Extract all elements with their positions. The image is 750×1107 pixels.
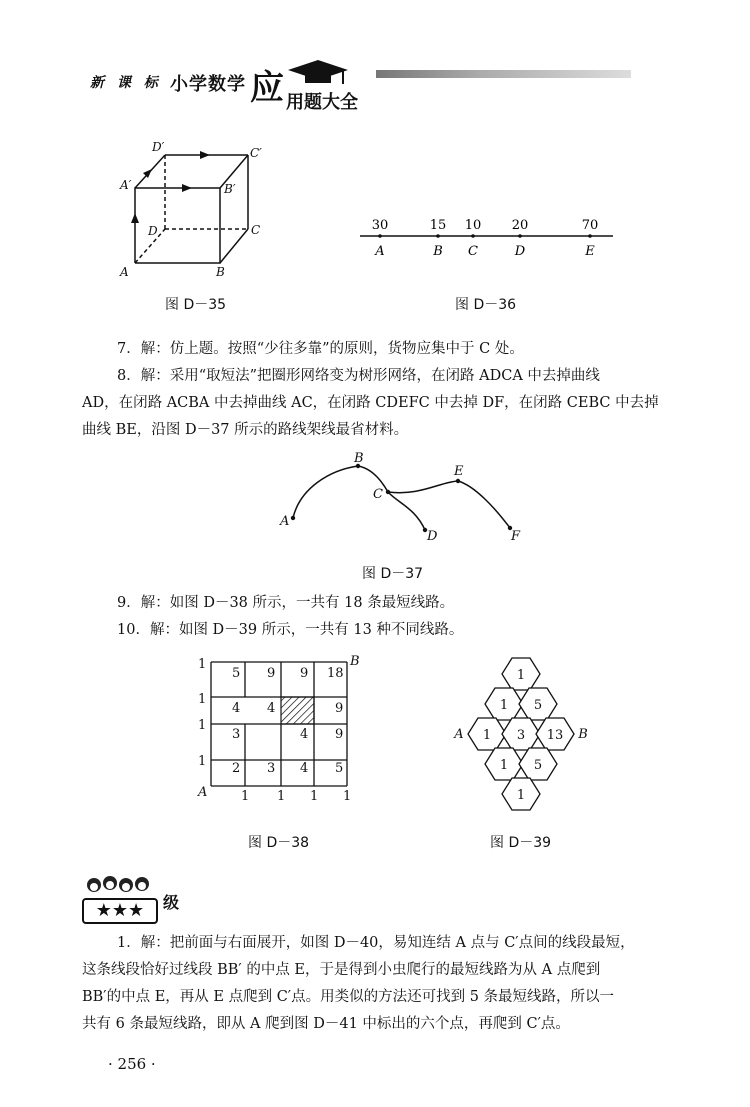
figure-d37-network (270, 448, 540, 548)
solution-9-10 (82, 590, 712, 644)
header-series: 新 课 标 (90, 75, 162, 91)
header-subject: 小学数学 (170, 74, 246, 95)
graduation-cap-icon (283, 58, 353, 86)
solution-9: 9．解：如图 D－38 所示，一共有 18 条最短线路。 (117, 595, 455, 611)
d38-cell: 4 (300, 727, 309, 742)
solution-1 (82, 930, 712, 1038)
children-heads-icon (84, 874, 154, 896)
d36-point-label: C (468, 244, 478, 259)
figure-d38-grid (190, 650, 370, 805)
d39-cell: 1 (499, 758, 509, 773)
d36-point-value: 70 (581, 218, 599, 233)
caption-d39: 图 D－39 (490, 835, 552, 851)
d39-cell: 5 (533, 698, 543, 713)
d38-cell: 4 (300, 761, 309, 776)
figure-d39-hexagons (450, 652, 600, 817)
d38-cell: 9 (300, 666, 309, 681)
solution-8-line2: AD，在闭路 ACBA 中去掉曲线 AC，在闭路 CDEFC 中去掉 DF，在闭路 CEBC 中去掉 (82, 395, 659, 411)
d35-label-C1: C′ (250, 146, 262, 160)
d36-point-marker (436, 234, 440, 238)
d39-cell: 5 (533, 758, 543, 773)
d38-cell: 5 (335, 761, 344, 776)
d39-cell: 1 (516, 668, 526, 683)
d38-bottom-one: 1 (241, 789, 250, 804)
solution-1-line2: 这条线段恰好过线段 BB′ 的中点 E，于是得到小虫爬行的最短线路为从 A 点爬到 (82, 962, 601, 978)
d38-bottom-one: 1 (310, 789, 319, 804)
d38-left-one: 1 (198, 657, 207, 672)
caption-d37: 图 D－37 (362, 566, 424, 582)
d38-label-B: B (350, 654, 360, 669)
d37-label-B: B (354, 451, 364, 466)
caption-d36: 图 D－36 (455, 297, 517, 313)
d35-label-D: D (148, 224, 158, 238)
d39-label-A: A (454, 727, 464, 742)
d35-label-C: C (251, 223, 261, 237)
d39-cell: 3 (516, 728, 526, 743)
d38-cell: 9 (335, 727, 344, 742)
d38-cell: 3 (232, 727, 241, 742)
d36-point-value: 15 (429, 218, 447, 233)
solution-1-line3: BB′的中点 E，再从 E 点爬到 C′点。用类似的方法还可找到 5 条最短线路，所以一 (82, 989, 615, 1005)
solution-7-8 (82, 336, 712, 444)
d37-label-C: C (373, 487, 383, 502)
d36-point-marker (518, 234, 522, 238)
d35-label-D1: D′ (152, 140, 165, 154)
d38-cell: 5 (232, 666, 241, 681)
caption-d35: 图 D－35 (165, 297, 227, 313)
d36-point-value: 20 (511, 218, 529, 233)
d37-label-D: D (427, 529, 438, 544)
d37-label-E: E (454, 464, 464, 479)
d38-bottom-one: 1 (343, 789, 352, 804)
d39-cell: 1 (516, 788, 526, 803)
d35-label-A1: A′ (120, 178, 132, 192)
d38-cell: 4 (267, 701, 276, 716)
d39-label-B: B (578, 727, 588, 742)
d35-label-A: A (120, 265, 129, 279)
solution-1-line1: 1．解：把前面与右面展开，如图 D－40，易知连结 A 点与 C′点间的线段最短， (117, 935, 635, 951)
d39-cell: 1 (499, 698, 509, 713)
d39-cell: 1 (482, 728, 492, 743)
header-big-char: 应 (250, 68, 284, 108)
figure-d35-cube (110, 135, 270, 285)
d37-label-F: F (511, 529, 521, 544)
d38-cell: 9 (335, 701, 344, 716)
d36-point-label: D (514, 244, 526, 259)
d36-point-label: B (433, 244, 443, 259)
d36-point-marker (378, 234, 382, 238)
d38-label-A: A (198, 785, 208, 800)
d36-point-value: 10 (464, 218, 482, 233)
d38-cell: 18 (327, 666, 344, 681)
figure-d36-line (355, 210, 625, 265)
d38-cell: 4 (232, 701, 241, 716)
d38-cell: 3 (267, 761, 276, 776)
d36-point-label: A (375, 244, 385, 259)
solution-8-line1: 8．解：采用“取短法”把圈形网络变为树形网络，在闭路 ADCA 中去掉曲线 (117, 368, 600, 384)
d38-bottom-one: 1 (277, 789, 286, 804)
d37-label-A: A (280, 514, 290, 529)
d36-point-label: E (585, 244, 595, 259)
solution-8-line3: 曲线 BE，沿图 D－37 所示的路线架线最省材料。 (82, 422, 409, 438)
d38-cell: 2 (232, 761, 241, 776)
d38-cell: 9 (267, 666, 276, 681)
d36-point-marker (471, 234, 475, 238)
header-title-rest: 用题大全 (286, 92, 358, 113)
d36-point-marker (588, 234, 592, 238)
d39-cell: 13 (546, 728, 564, 743)
solution-1-line4: 共有 6 条最短线路，即从 A 爬到图 D－41 中标出的六个点，再爬到 C′点。 (82, 1016, 570, 1032)
solution-7: 7．解：仿上题。按照“少往多靠”的原则，货物应集中于 C 处。 (117, 341, 524, 357)
level-label: 级 (163, 893, 180, 912)
level-stars: ★★★ (82, 898, 158, 924)
d38-left-one: 1 (198, 718, 207, 733)
d36-point-value: 30 (371, 218, 389, 233)
caption-d38: 图 D－38 (248, 835, 310, 851)
solution-10: 10．解：如图 D－39 所示，一共有 13 种不同线路。 (117, 622, 464, 638)
page-number: · 256 · (108, 1055, 156, 1073)
d38-left-one: 1 (198, 754, 207, 769)
header-decoration-bar (376, 70, 631, 78)
d35-label-B: B (216, 265, 225, 279)
d35-label-B1: B′ (224, 182, 236, 196)
book-header (78, 58, 638, 118)
d38-left-one: 1 (198, 692, 207, 707)
